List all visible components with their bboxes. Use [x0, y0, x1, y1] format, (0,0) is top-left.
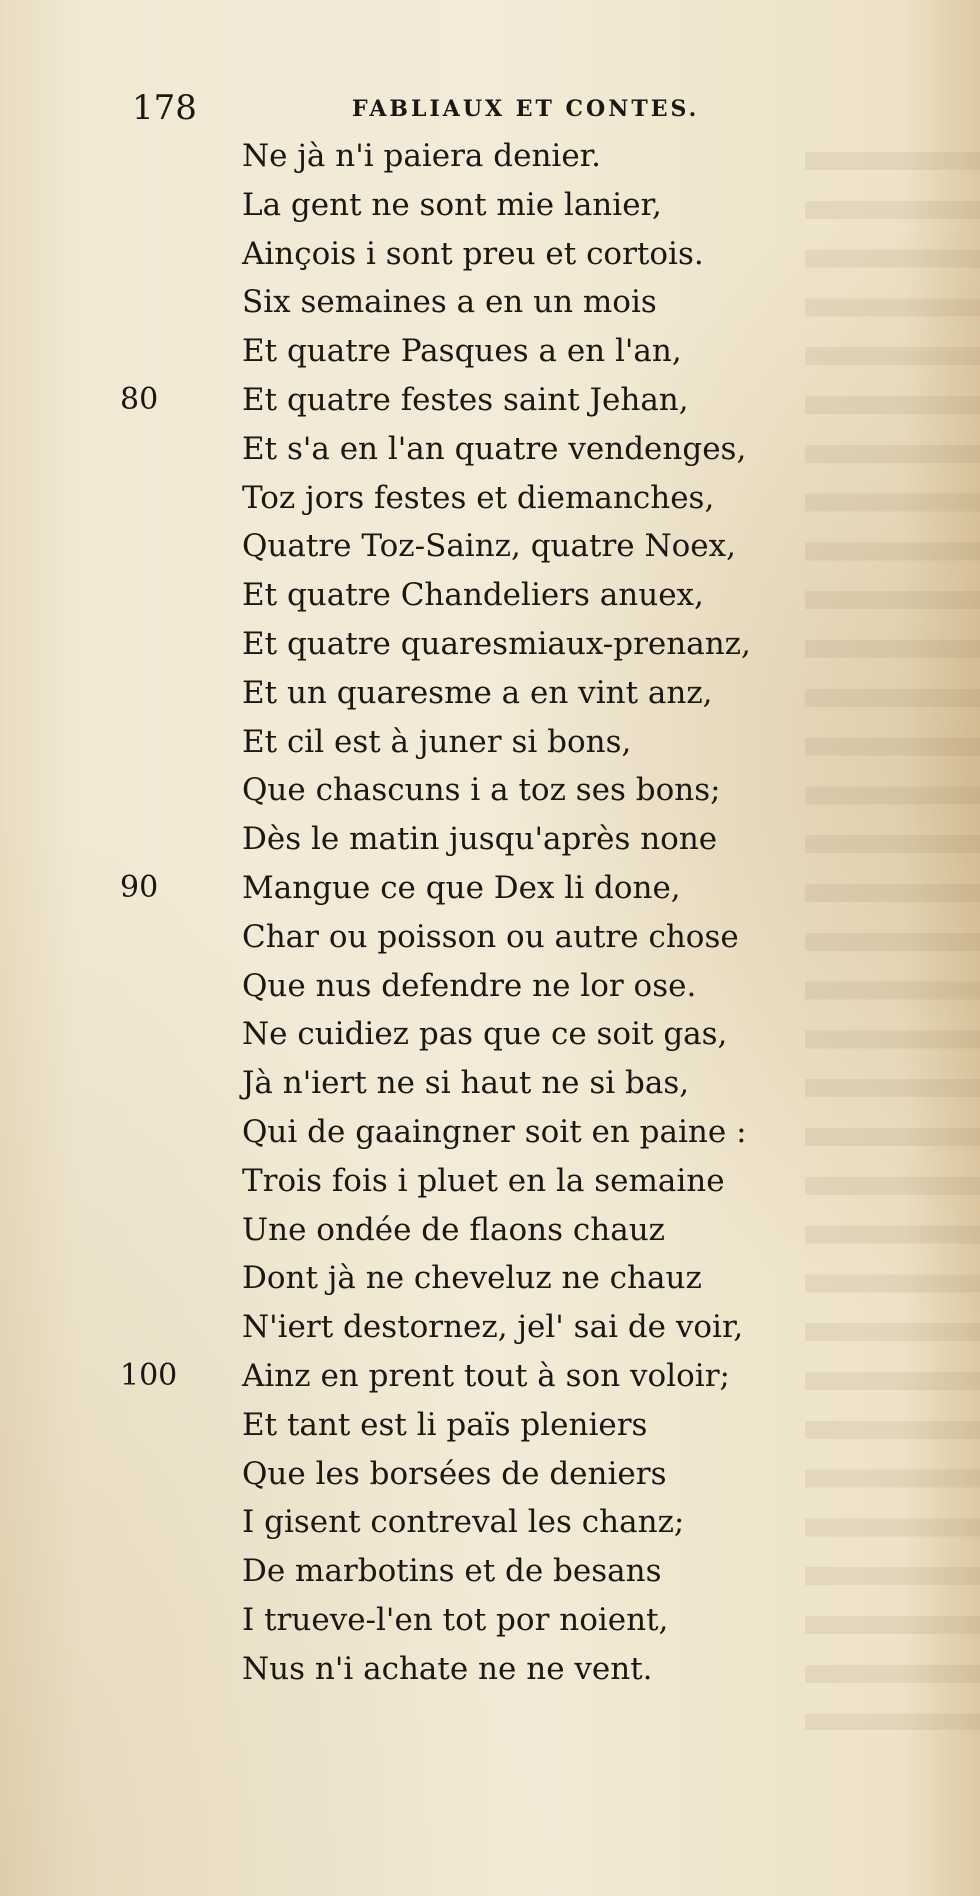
line-text: Et quatre Chandeliers anuex,	[242, 577, 704, 614]
page-number: 178	[132, 88, 197, 128]
line-text: Dès le matin jusqu'après none	[242, 821, 718, 858]
line-number: 100	[120, 1357, 178, 1393]
line-text: Jà n'iert ne si haut ne si bas,	[242, 1065, 690, 1102]
line-text: Et quatre quaresmiaux-prenanz,	[242, 625, 751, 662]
line-text: Et quatre Pasques a en l'an,	[242, 333, 682, 370]
verse-line	[120, 1450, 820, 1499]
verse-block	[120, 132, 820, 1694]
verse-line	[120, 181, 820, 230]
page-header	[132, 88, 772, 128]
line-text: Six semaines a en un mois	[242, 284, 657, 321]
verse-line	[120, 230, 820, 279]
line-number: 90	[120, 869, 159, 905]
line-text: Toz jors festes et diemanches,	[242, 479, 715, 516]
verse-line	[120, 1352, 820, 1401]
line-text: Que les borsées de deniers	[242, 1455, 667, 1492]
verse-line	[120, 1059, 820, 1108]
line-number: 80	[120, 381, 159, 417]
line-text: Mangue ce que Dex li done,	[242, 869, 681, 906]
verse-line	[120, 815, 820, 864]
line-text: Nus n'i achate ne ne vent.	[242, 1650, 653, 1687]
line-text: Trois fois i pluet en la semaine	[242, 1162, 725, 1199]
line-text: Dont jà ne cheveluz ne chauz	[242, 1260, 702, 1297]
verse-line	[120, 474, 820, 523]
verse-line	[120, 571, 820, 620]
verse-line	[120, 1206, 820, 1255]
verso-bleed-through	[805, 130, 980, 1730]
line-text: Que chascuns i a toz ses bons;	[242, 772, 721, 809]
line-text: Ne cuidiez pas que ce soit gas,	[242, 1016, 728, 1053]
verse-line	[120, 425, 820, 474]
verse-line	[120, 1157, 820, 1206]
line-text: Quatre Toz-Sainz, quatre Noex,	[242, 528, 736, 565]
verse-line	[120, 864, 820, 913]
verse-line	[120, 1303, 820, 1352]
line-text: Et quatre festes saint Jehan,	[242, 381, 689, 418]
verse-line	[120, 766, 820, 815]
line-text: Une ondée de flaons chauz	[242, 1211, 666, 1248]
verse-line	[120, 718, 820, 767]
running-title: FABLIAUX ET CONTES.	[352, 96, 700, 122]
line-text: Que nus defendre ne lor ose.	[242, 967, 697, 1004]
line-text: La gent ne sont mie lanier,	[242, 186, 662, 223]
line-text: Et un quaresme a en vint anz,	[242, 674, 713, 711]
verse-line	[120, 278, 820, 327]
verse-line	[120, 1108, 820, 1157]
verse-line	[120, 327, 820, 376]
verse-line	[120, 669, 820, 718]
verse-line	[120, 1645, 820, 1694]
line-text: Char ou poisson ou autre chose	[242, 918, 739, 955]
verse-line	[120, 1596, 820, 1645]
verse-line	[120, 1547, 820, 1596]
verse-line	[120, 620, 820, 669]
verse-line	[120, 1401, 820, 1450]
line-text: Et cil est à juner si bons,	[242, 723, 632, 760]
line-text: Et s'a en l'an quatre vendenges,	[242, 430, 747, 467]
line-text: N'iert destornez, jel' sai de voir,	[242, 1309, 744, 1346]
line-text: Ainz en prent tout à son voloir;	[242, 1357, 730, 1394]
verse-line	[120, 913, 820, 962]
verse-line	[120, 962, 820, 1011]
line-text: Et tant est li païs pleniers	[242, 1406, 648, 1443]
line-text: Ne jà n'i paiera denier.	[242, 138, 601, 174]
verse-line	[120, 522, 820, 571]
verse-line	[120, 376, 820, 425]
verse-line	[120, 1254, 820, 1303]
line-text: De marbotins et de besans	[242, 1553, 662, 1590]
line-text: I gisent contreval les chanz;	[242, 1504, 685, 1541]
verse-line	[120, 1498, 820, 1547]
line-text: Ainçois i sont preu et cortois.	[242, 235, 704, 272]
verse-line	[120, 1010, 820, 1059]
line-text: I trueve-l'en tot por noient,	[242, 1601, 669, 1638]
line-text: Qui de gaaingner soit en paine :	[242, 1113, 747, 1150]
verse-line	[120, 132, 820, 181]
